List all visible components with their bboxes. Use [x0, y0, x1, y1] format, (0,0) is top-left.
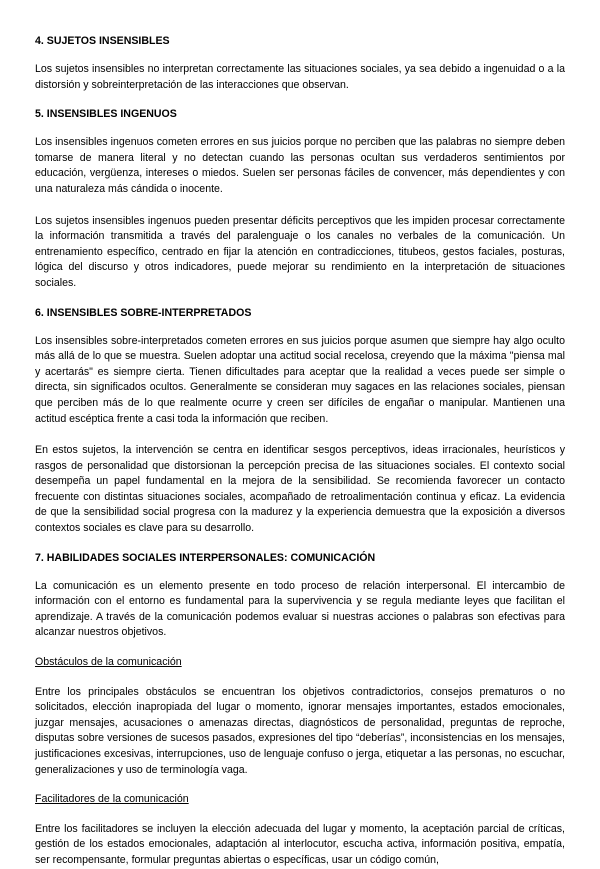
section-6-paragraph-2: En estos sujetos, la intervención se centra en identificar sesgos perceptivos, ideas irracionales, heurísticos y rasgos de personalidad que distorsionan la percepción precisa de las situaciones sociales. El contexto social desempeña un papel fundamental en la mejora de la sensibilidad. Se recomienda favorecer un contacto frecuente con distintas situaciones sociales, acompañado de retroalimentación continua y eficaz. La evidencia de que la sensibilidad social progresa con la madurez y la experiencia demuestra que la exposición a diversos contextos sociales es clave para su desarrollo. — [35, 444, 565, 535]
section-5-paragraph-2: Los sujetos insensibles ingenuos pueden presentar déficits perceptivos que les impiden procesar correctamente la información transmitida a través del paralenguaje o los canales no verbales de la comunicación. Un entrenamiento específico, centrado en fijar la atención en contradicciones, titubeos, gestos faciales, posturas, lógica del discurso y otros indicadores, puede mejorar su rendimiento en la interpretación de situaciones sociales. — [35, 214, 565, 289]
section-5-heading: 5. INSENSIBLES INGENUOS — [35, 108, 177, 121]
facilitators-subheading: Facilitadores de la comunicación — [35, 793, 189, 806]
obstacles-paragraph: Entre los principales obstáculos se encuentran los objetivos contradictorios, consejos prematuros o no solicitados, elección inapropiada del lugar o momento, ignorar mensajes importantes, estados emocionales, juzgar mensajes, acusaciones o amenazas directas, diagnósticos de personalidad, preguntas de reproche, disputas sobre versiones de sucesos pasados, expresiones del tipo “deberías”, inconsistencias en los mensajes, justificaciones excesivas, interrupciones, uso de lenguaje confuso o jerga, etiquetar a las personas, no escuchar, generalizaciones y uso de terminología vaga. — [35, 685, 565, 776]
section-4-heading: 4. SUJETOS INSENSIBLES — [35, 35, 170, 47]
section-4-paragraph-1: Los sujetos insensibles no interpretan correctamente las situaciones sociales, ya sea debido a ingenuidad o a la distorsión y sobreinterpretación de las interacciones que observan. — [35, 63, 565, 91]
section-6-paragraph-1: Los insensibles sobre-interpretados cometen errores en sus juicios porque asumen que siempre hay algo oculto más allá de lo que se muestra. Suelen adoptar una actitud social recelosa, creyendo que la máxima "piensa mal y acertarás" es siempre cierta. Tienen dificultades para aceptar que la realidad a veces puede ser simple o directa, sin significados ocultos. Generalmente se consideran muy sagaces en las relaciones sociales, piensan que perciben más de lo que realmente ocurre y creen ser difíciles de engañar o manipular. Mantienen una actitud escéptica frente a casi toda la información que reciben. — [35, 334, 565, 425]
obstacles-subheading: Obstáculos de la comunicación — [35, 656, 182, 669]
section-7-paragraph-1: La comunicación es un elemento presente en todo proceso de relación interpersonal. El intercambio de información con el entorno es fundamental para la supervivencia y se regula mediante leyes que facilitan el aprendizaje. A través de la comunicación podemos evaluar si nuestras acciones o palabras son efectivas para alcanzar nuestros objetivos. — [35, 579, 565, 639]
section-6-heading: 6. INSENSIBLES SOBRE-INTERPRETADOS — [35, 306, 252, 319]
facilitators-paragraph: Entre los facilitadores se incluyen la elección adecuada del lugar y momento, la aceptación parcial de críticas, gestión de los estados emocionales, adaptación al interlocutor, escucha activa, información positiva, empatía, ser recompensante, formular preguntas abiertas o específicas, usar un código común, — [35, 822, 565, 866]
section-5-paragraph-1: Los insensibles ingenuos cometen errores en sus juicios porque no perciben que las palabras no siempre deben tomarse de manera literal y no detectan cuando las personas ocultan sus verdaderos sentimientos por educación, vergüenza, intereses o miedos. Suelen ser personas fáciles de convencer, más dependientes y con una naturaleza más cándida o inocente. — [35, 136, 565, 195]
section-7-heading: 7. HABILIDADES SOCIALES INTERPERSONALES: COMUNICACIÓN — [35, 551, 376, 564]
